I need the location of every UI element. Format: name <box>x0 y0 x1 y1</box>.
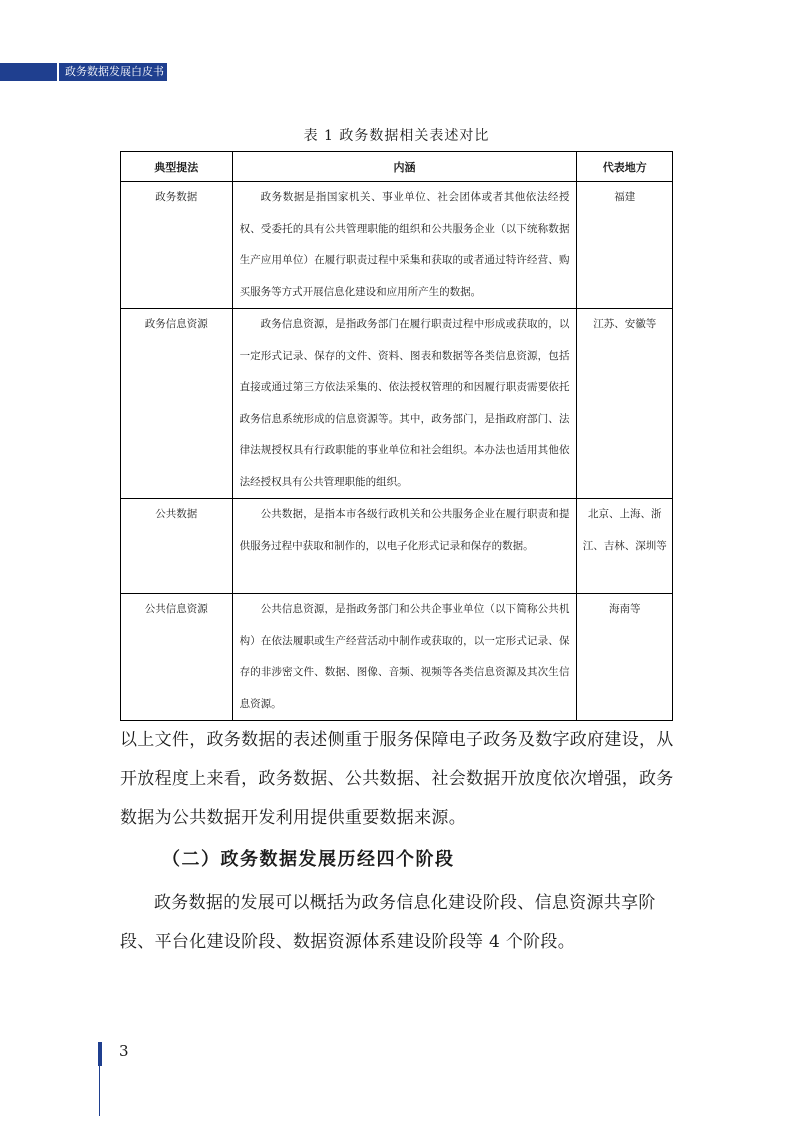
cell-regions: 江苏、安徽等 <box>577 309 673 499</box>
cell-regions: 海南等 <box>577 594 673 721</box>
page-number: 3 <box>119 1042 129 1060</box>
cell-meaning <box>232 499 577 594</box>
body-paragraph: 以上文件，政务数据的表述侧重于服务保障电子政务及数字政府建设，从开放程度上来看，政务数据、公共数据、社会数据开放度依次增强，政务数据为公共数据开发利用提供重要数据来源。 <box>120 730 674 828</box>
table-row <box>121 499 673 594</box>
cell-regions: 福建 <box>577 182 673 309</box>
comparison-table <box>120 151 673 721</box>
cell-meaning <box>232 182 577 309</box>
table-row <box>121 594 673 721</box>
column-header-regions: 代表地方 <box>577 152 673 182</box>
column-header-meaning: 内涵 <box>232 152 577 182</box>
cell-term: 政务信息资源 <box>121 309 233 499</box>
cell-term: 公共信息资源 <box>121 594 233 721</box>
table-caption: 表 1 政务数据相关表述对比 <box>303 128 490 144</box>
cell-term: 公共数据 <box>121 499 233 594</box>
body-paragraph: 政务数据的发展可以概括为政务信息化建设阶段、信息资源共享阶段、平台化建设阶段、数据资源体系建设阶段等 4 个阶段。 <box>120 893 656 952</box>
cell-term: 政务数据 <box>121 182 233 309</box>
cell-meaning-text: 政务信息资源，是指政务部门在履行职责过程中形成或获取的，以一定形式记录、保存的文件、资料、图表和数据等各类信息资源，包括直接或通过第三方依法采集的、依法授权管理的和因履行职责需要依托政务信息系统形成的信息资源等。其中，政务部门，是指政府部门、法律法规授权具有行政职能的事业单位和社会组织。本办法也适用其他依法经授权具有公共管理职能的组织。 <box>239 318 570 488</box>
cell-meaning <box>232 594 577 721</box>
column-header-term: 典型提法 <box>121 152 233 182</box>
cell-meaning-text: 公共信息资源，是指政务部门和公共企事业单位（以下简称公共机构）在依法履职或生产经营活动中制作或获取的，以一定形式记录、保存的非涉密文件、数据、图像、音频、视频等各类信息资源及其次生信息资源。 <box>239 603 570 710</box>
header-document-title: 政务数据发展白皮书 <box>59 63 167 81</box>
table-row <box>121 309 673 499</box>
cell-regions: 北京、上海、浙江、吉林、深圳等 <box>577 499 673 594</box>
cell-meaning-text: 政务数据是指国家机关、事业单位、社会团体或者其他依法经授权、受委托的具有公共管理职能的组织和公共服务企业（以下统称数据生产应用单位）在履行职责过程中采集和获取的或者通过特许经营、购买服务等方式开展信息化建设和应用所产生的数据。 <box>239 191 570 298</box>
header-accent-bar <box>0 63 57 81</box>
page-number-accent-bar <box>98 1042 102 1066</box>
cell-meaning <box>232 309 577 499</box>
cell-meaning-text: 公共数据，是指本市各级行政机关和公共服务企业在履行职责和提供服务过程中获取和制作的，以电子化形式记录和保存的数据。 <box>239 508 570 552</box>
page-margin-rule <box>99 1066 100 1116</box>
table-header-row <box>121 152 673 182</box>
section-heading: （二）政务数据发展历经四个阶段 <box>162 849 455 870</box>
table-row <box>121 182 673 309</box>
